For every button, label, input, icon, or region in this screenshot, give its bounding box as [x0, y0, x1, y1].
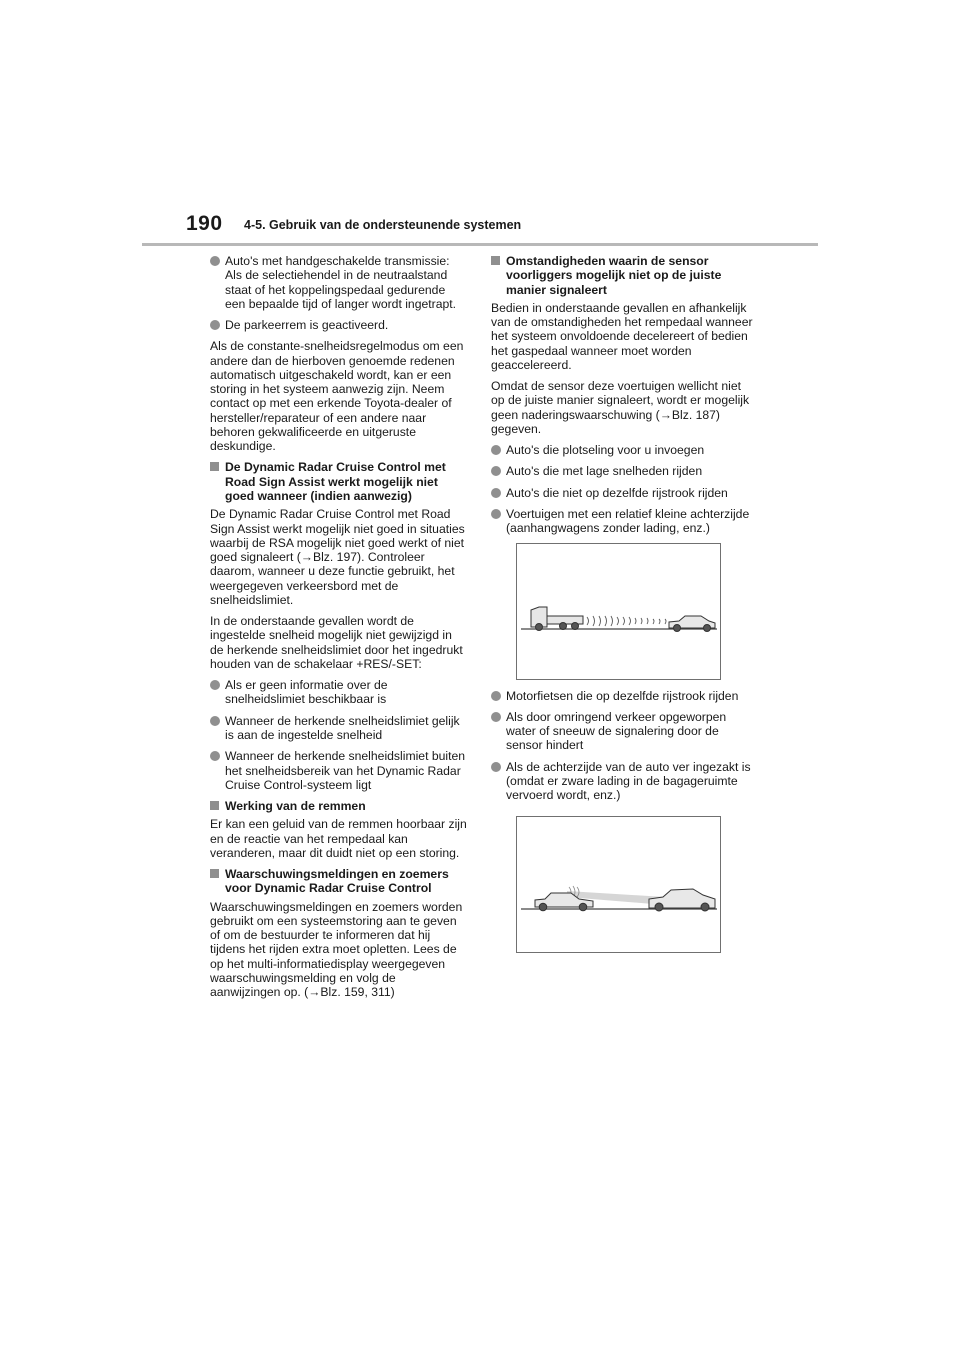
bullet-icon	[491, 691, 501, 701]
list-item	[491, 507, 753, 536]
bullet-icon	[210, 716, 220, 726]
illustration-sagging	[516, 816, 721, 953]
paragraph: In de onderstaande gevallen wordt de ingestelde snelheid mogelijk niet gewijzigd in de herkende snelheidslimiet door het ingedrukt houden van de schakelaar +RES/-SET:	[210, 614, 463, 671]
radar-wave-icon	[587, 616, 666, 626]
bullet-text: Als door omringend verkeer opgeworpen water of sneeuw de signalering door de sensor hindert	[506, 709, 727, 753]
list-item	[210, 678, 468, 707]
bullet-icon	[491, 445, 501, 455]
bullet-text: Als er geen informatie over de snelheidslimiet beschikbaar is	[225, 678, 388, 707]
paragraph: Omdat de sensor deze voertuigen wellicht niet op de juiste manier signaleert, wordt er mogelijk geen naderingswaarschuwing (→Blz. 187) gegeven.	[491, 379, 750, 436]
bullet-text: Auto's die met lage snelheden rijden	[506, 464, 703, 479]
paragraph: De Dynamic Radar Cruise Control met Road Sign Assist werkt mogelijk niet goed in situaties waarbij de RSA mogelijk niet goed werkt of niet goed signaleert (→Blz. 197). Controleer daarom, wanneer u deze functie gebruikt, het weergegeven verkeersbord met de snelheidslimiet.	[210, 507, 465, 607]
paragraph: Als de constante-snelheidsregelmodus om een andere dan de hierboven genoemde redenen automatisch uitgeschakeld wordt, kan er een storing in het systeem aanwezig zijn. Neem contact op met een erkende Toyota-dealer of hersteller/reparateur of een andere naar behoren gekwalificeerde en uitgeruste deskundige.	[210, 339, 464, 454]
trailer-radar-illustration	[517, 544, 720, 679]
bullet-icon	[210, 256, 220, 266]
list-item	[491, 486, 753, 500]
bullet-icon	[491, 762, 501, 772]
bullet-text: Wanneer de herkende snelheidslimiet gelijk is aan de ingestelde snelheid	[225, 713, 460, 742]
header-rule	[142, 243, 818, 246]
list-item	[491, 760, 753, 803]
square-bullet-icon	[210, 801, 219, 810]
square-bullet-icon	[210, 869, 219, 878]
section-heading	[210, 799, 468, 813]
list-item	[491, 689, 753, 703]
list-item	[210, 714, 468, 743]
bullet-icon	[491, 712, 501, 722]
paragraph: Bedien in onderstaande gevallen en afhankelijk van de omstandigheden het rempedaal wanneer het systeem onvoldoende decelereert of bedien het gaspedaal wanneer moet worden geaccelereerd.	[491, 300, 753, 372]
section-heading	[210, 460, 468, 503]
square-bullet-icon	[491, 256, 500, 265]
sagging-car-radar-illustration	[517, 817, 720, 952]
truck-icon	[531, 607, 583, 631]
left-column	[210, 254, 468, 1006]
section-title: 4-5. Gebruik van de ondersteunende systemen	[244, 218, 522, 232]
bullet-text: Auto's die niet op dezelfde rijstrook rijden	[506, 485, 728, 500]
bullet-text: Auto's met handgeschakelde transmissie: Als de selectiehendel in de neutraalstand staat of het koppelingspedaal gedurende een bepaalde tijd of langer wordt ingetrapt.	[225, 254, 457, 311]
list-item	[491, 464, 753, 478]
list-item	[491, 710, 753, 753]
heading-text: Werking van de remmen	[225, 799, 366, 814]
bullet-icon	[491, 488, 501, 498]
bullet-text: Auto's die plotseling voor u invoegen	[506, 443, 705, 458]
list-item	[491, 443, 753, 457]
right-column	[491, 254, 753, 962]
list-item	[210, 254, 468, 311]
square-bullet-icon	[210, 462, 219, 471]
heading-text: Omstandigheden waarin de sensor voorliggers mogelijk niet op de juiste manier signaleert	[506, 254, 722, 297]
paragraph: Er kan een geluid van de remmen hoorbaar zijn en de reactie van het rempedaal kan veranderen, maar dit duidt niet op een storing.	[210, 817, 467, 860]
paragraph: Waarschuwingsmeldingen en zoemers worden gebruikt om een systeemstoring aan te geven of om de bestuurder te informeren dat hij tijdens het rijden extra moet opletten. Lees de op het multi-informatiedisplay weergegeven waarschuwingsmelding en volg de aanwijzingen op. (→Blz. 159, 311)	[210, 899, 463, 1000]
heading-text: De Dynamic Radar Cruise Control met Road Sign Assist werkt mogelijk niet goed wanneer (indien aanwezig)	[225, 460, 446, 503]
section-heading	[491, 254, 753, 297]
bullet-icon	[210, 751, 220, 761]
bullet-icon	[210, 320, 220, 330]
bullet-text: De parkeerrem is geactiveerd.	[225, 318, 389, 333]
bullet-icon	[210, 680, 220, 690]
bullet-text: Als de achterzijde van de auto ver ingezakt is (omdat er zware lading in de bagageruimte vervoerd wordt, enz.)	[506, 759, 751, 803]
page-number: 190	[186, 212, 223, 235]
bullet-icon	[491, 509, 501, 519]
heading-text: Waarschuwingsmeldingen en zoemers voor Dynamic Radar Cruise Control	[225, 867, 449, 896]
bullet-text: Motorfietsen die op dezelfde rijstrook rijden	[506, 688, 739, 703]
bullet-icon	[491, 466, 501, 476]
list-item	[210, 749, 468, 792]
section-heading	[210, 867, 468, 896]
sagging-car-icon	[649, 889, 715, 911]
bullet-text: Voertuigen met een relatief kleine achterzijde (aanhangwagens zonder lading, enz.)	[506, 506, 750, 536]
list-item	[210, 318, 468, 332]
bullet-text: Wanneer de herkende snelheidslimiet buiten het snelheidsbereik van het Dynamic Radar Cruise Control-systeem ligt	[225, 749, 466, 792]
illustration-trailer	[516, 543, 721, 680]
